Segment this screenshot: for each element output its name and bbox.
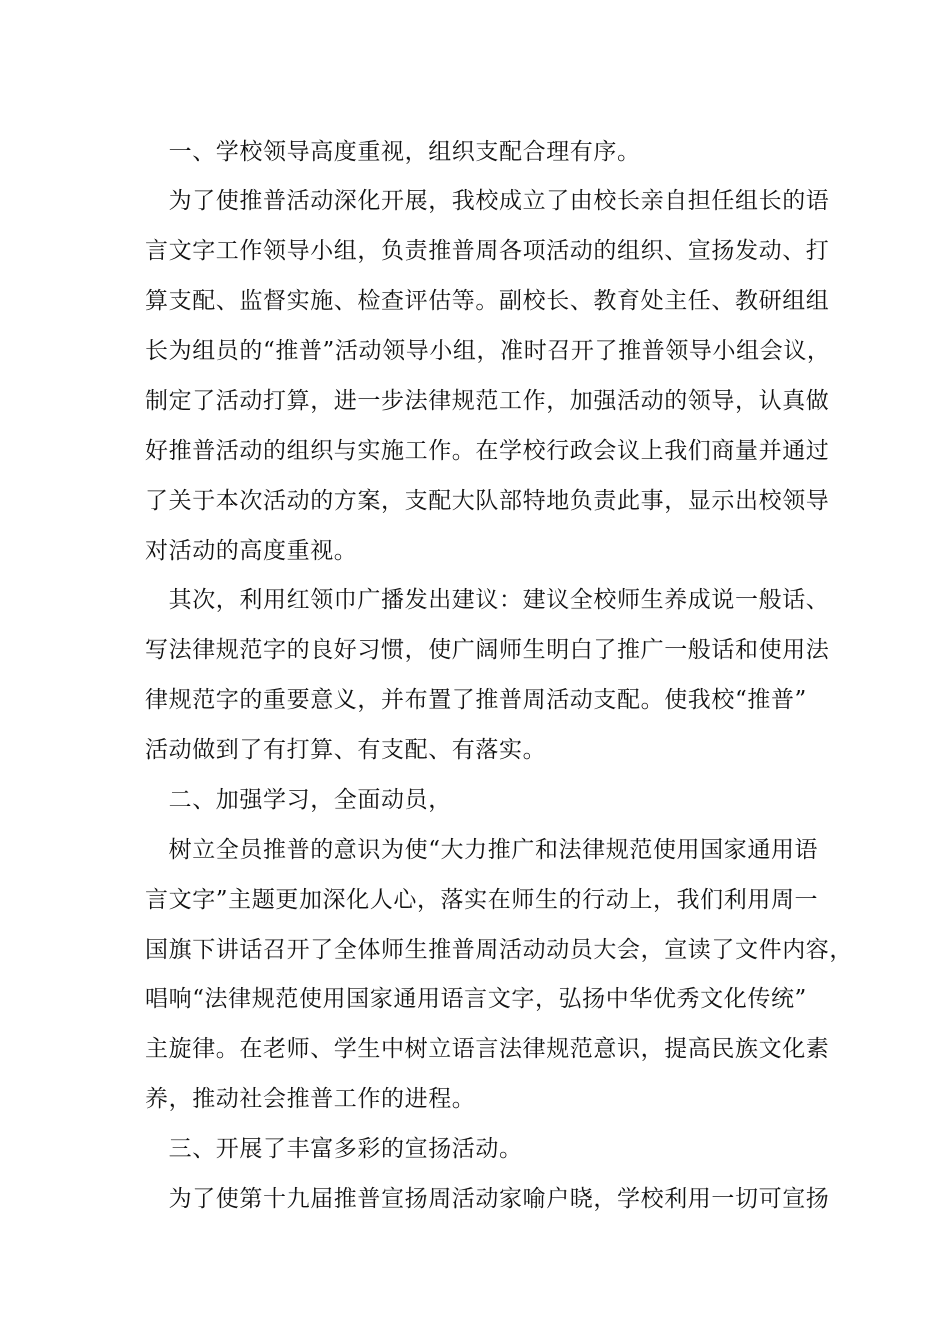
text-line: 写法律规范字的良好习惯，使广阔师生明白了推广一般话和使用法 bbox=[145, 637, 830, 663]
text-line: 三、开展了丰富多彩的宣扬活动。 bbox=[145, 1136, 523, 1162]
text-line: 言文字”主题更加深化人心，落实在师生的行动上，我们利用周一 bbox=[145, 887, 819, 913]
text-line: 二、加强学习，全面动员， bbox=[145, 787, 452, 813]
text-line: 为了使第十九届推普宣扬周活动家喻户晓，学校利用一切可宣扬 bbox=[145, 1186, 830, 1212]
text-line: 律规范字的重要意义，并布置了推普周活动支配。使我校“推普” bbox=[145, 687, 807, 713]
text-line: 算支配、监督实施、检查评估等。副校长、教育处主任、教研组组 bbox=[145, 288, 830, 314]
text-line: 对活动的高度重视。 bbox=[145, 538, 358, 564]
text-line: 为了使推普活动深化开展，我校成立了由校长亲自担任组长的语 bbox=[145, 188, 830, 214]
text-line: 好推普活动的组织与实施工作。在学校行政会议上我们商量并通过 bbox=[145, 438, 830, 464]
text-line: 国旗下讲话召开了全体师生推普周活动动员大会，宣读了文件内容， bbox=[145, 937, 853, 963]
text-line: 主旋律。在老师、学生中树立语言法律规范意识，提高民族文化素 bbox=[145, 1036, 830, 1062]
text-line: 制定了活动打算，进一步法律规范工作，加强活动的领导，认真做 bbox=[145, 388, 830, 414]
text-line: 其次，利用红领巾广播发出建议：建议全校师生养成说一般话、 bbox=[145, 587, 830, 613]
text-line: 一、学校领导高度重视，组织支配合理有序。 bbox=[145, 139, 641, 165]
text-line: 了关于本次活动的方案，支配大队部特地负责此事，显示出校领导 bbox=[145, 488, 830, 514]
text-line: 言文字工作领导小组，负责推普周各项活动的组织、宣扬发动、打 bbox=[145, 238, 830, 264]
text-line: 唱响“法律规范使用国家通用语言文字，弘扬中华优秀文化传统” bbox=[145, 986, 807, 1012]
text-line: 活动做到了有打算、有支配、有落实。 bbox=[145, 737, 547, 763]
text-line: 树立全员推普的意识为使“大力推广和法律规范使用国家通用语 bbox=[145, 837, 819, 863]
text-line: 养，推动社会推普工作的进程。 bbox=[145, 1086, 476, 1112]
text-line: 长为组员的“推普”活动领导小组，准时召开了推普领导小组会议， bbox=[145, 338, 831, 364]
